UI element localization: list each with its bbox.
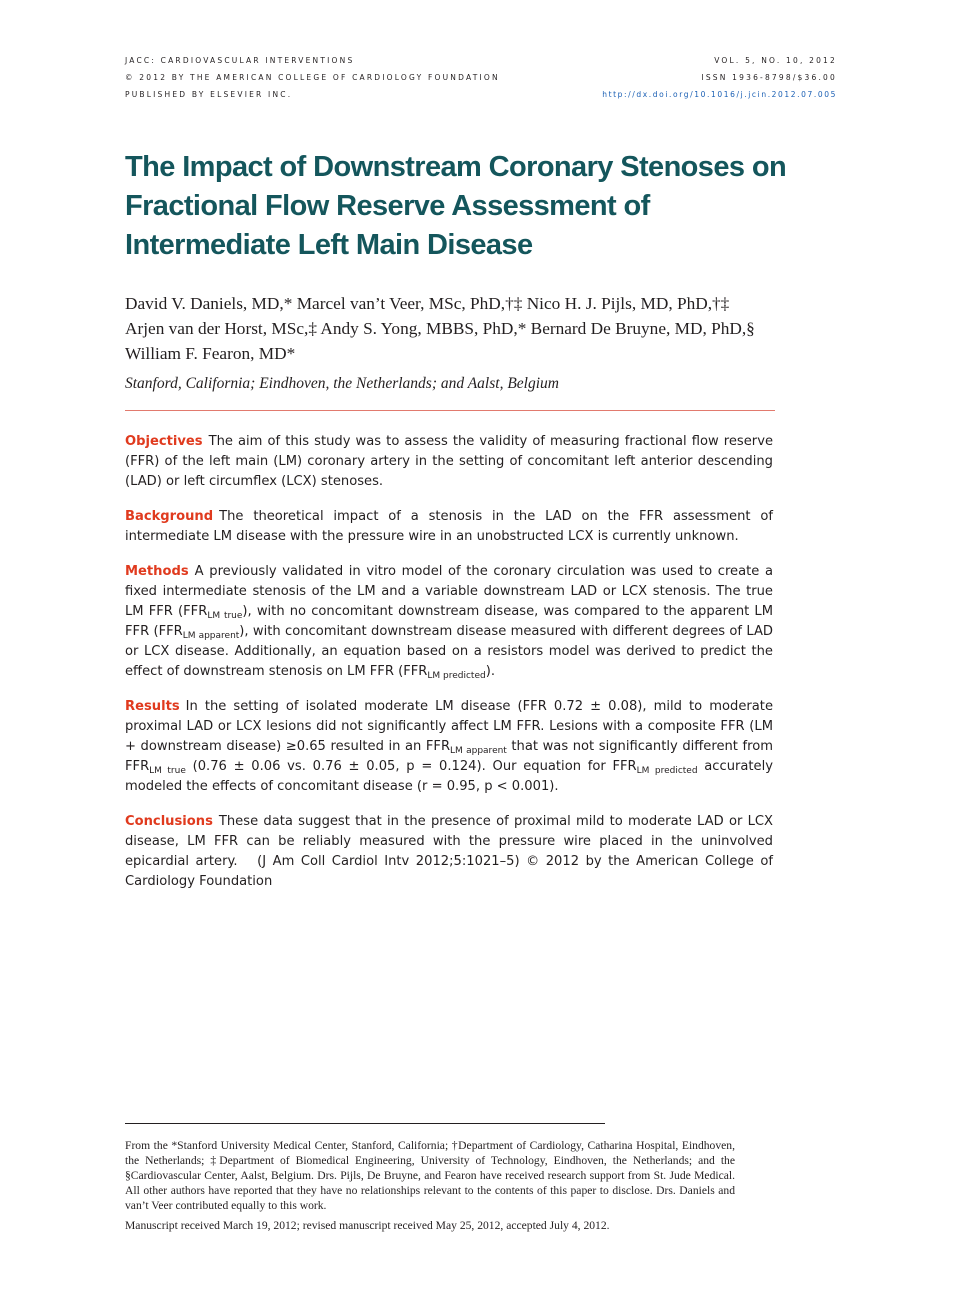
abstract-results (125, 697, 773, 797)
methods-subscript-2: LM apparent (182, 631, 240, 641)
results-text-3: (0.76 ± 0.06 vs. 0.76 ± 0.05, p = 0.124). Our equation for FFR (185, 759, 637, 774)
methods-text-3: ), with concomitant downstream disease measured with different degrees of LAD or LCX disease. Additionally, an equation based on a resistors model was derived to predict the effect of downstream stenosis on LM FFR (FFR (125, 624, 773, 679)
methods-text-1: A previously validated in vitro model of the coronary circulation was used to create a fixed intermediate stenosis of the LM and a variable downstream LAD or LCX stenosis. The true LM FFR (FFR (125, 564, 773, 619)
results-subscript-1: LM apparent (450, 746, 507, 756)
journal-name: JACC: CARDIOVASCULAR INTERVENTIONS (125, 56, 355, 65)
abstract-methods (125, 562, 773, 682)
methods-subscript-1: LM true (207, 611, 243, 621)
citation-line: (J Am Coll Cardiol Intv 2012;5:1021–5) © 2012 by the American College of Cardiology Foundation (125, 854, 773, 889)
results-subscript-3: LM predicted (636, 766, 698, 776)
results-text-2: that was not significantly different from FFR (125, 739, 773, 774)
results-label: Results (125, 699, 180, 714)
abstract-divider (125, 410, 775, 411)
running-header-row-3 (125, 89, 837, 101)
conclusions-text: These data suggest that in the presence of proximal mild to moderate LAD or LCX disease, LM FFR can be reliably measured with the pressure wire placed in the uninvolved epicardial artery. (125, 814, 773, 869)
affiliation-places: Stanford, California; Eindhoven, the Netherlands; and Aalst, Belgium (125, 375, 559, 392)
background-label: Background (125, 509, 214, 524)
results-text-4: accurately modeled the effects of concomitant disease (r = 0.95, p < 0.001). (125, 759, 773, 794)
issn-line: ISSN 1936-8798/$36.00 (701, 73, 837, 82)
results-subscript-2: LM true (149, 766, 186, 776)
running-header-row-1 (125, 55, 837, 67)
author-list (125, 291, 785, 366)
objectives-label: Objectives (125, 434, 203, 449)
methods-text-2: ), with no concomitant downstream disease, was compared to the apparent LM FFR (FFR (125, 604, 773, 639)
objectives-text: The aim of this study was to assess the validity of measuring fractional flow reserve (FFR) of the left main (LM) coronary artery in the setting of concomitant left anterior descending (LAD) or left circumflex (LCX) stenoses. (125, 434, 773, 489)
methods-label: Methods (125, 564, 189, 579)
author-line-2: Arjen van der Horst, MSc,‡ Andy S. Yong, MBBS, PhD,* Bernard De Bruyne, MD, PhD,§ (125, 319, 755, 338)
article-title: The Impact of Downstream Coronary Stenoses on Fractional Flow Reserve Assessment of Intermediate Left Main Disease (125, 151, 787, 261)
abstract-conclusions (125, 812, 773, 892)
publisher-line: PUBLISHED BY ELSEVIER INC. (125, 90, 293, 99)
copyright-line: © 2012 BY THE AMERICAN COLLEGE OF CARDIOLOGY FOUNDATION (125, 73, 500, 82)
running-header-row-2 (125, 72, 837, 84)
abstract-objectives (125, 432, 773, 492)
volume-info: VOL. 5, NO. 10, 2012 (714, 56, 837, 65)
methods-subscript-3: LM predicted (427, 671, 486, 681)
footnote-divider (125, 1123, 605, 1124)
footnote-affiliations: From the *Stanford University Medical Center, Stanford, California; †Department of Cardiology, Catharina Hospital, Eindhoven, the Netherlands; ‡Department of Biomedical Engineering, University of Technology, Eindhoven, the Netherlands; and the §Cardiovascular Center, Aalst, Belgium. Drs. Pijls, De Bruyne, and Fearon have received research support from St. Jude Medical. All other authors have reported that they have no relationships relevant to the contents of this paper to disclose. Drs. Daniels and van’t Veer contributed equally to this work. (125, 1139, 735, 1212)
author-line-3: William F. Fearon, MD* (125, 344, 296, 363)
conclusions-label: Conclusions (125, 814, 213, 829)
abstract-background (125, 507, 773, 547)
footnote-manuscript-dates: Manuscript received March 19, 2012; revised manuscript received May 25, 2012, accepted July 4, 2012. (125, 1219, 610, 1232)
background-text: The theoretical impact of a stenosis in the LAD on the FFR assessment of intermediate LM disease with the pressure wire in an unobstructed LCX is currently unknown. (125, 509, 773, 544)
methods-text-4: ). (485, 664, 495, 679)
doi-link[interactable]: http://dx.doi.org/10.1016/j.jcin.2012.07.005 (602, 90, 837, 99)
author-line-1: David V. Daniels, MD,* Marcel van’t Veer, MSc, PhD,†‡ Nico H. J. Pijls, MD, PhD,†‡ (125, 294, 730, 313)
results-text-1: In the setting of isolated moderate LM disease (FFR 0.72 ± 0.08), mild to moderate proximal LAD or LCX lesions did not significantly affect LM FFR. Lesions with a composite FFR (LM + downstream disease) ≥0.65 resulted in an FFR (125, 699, 773, 754)
